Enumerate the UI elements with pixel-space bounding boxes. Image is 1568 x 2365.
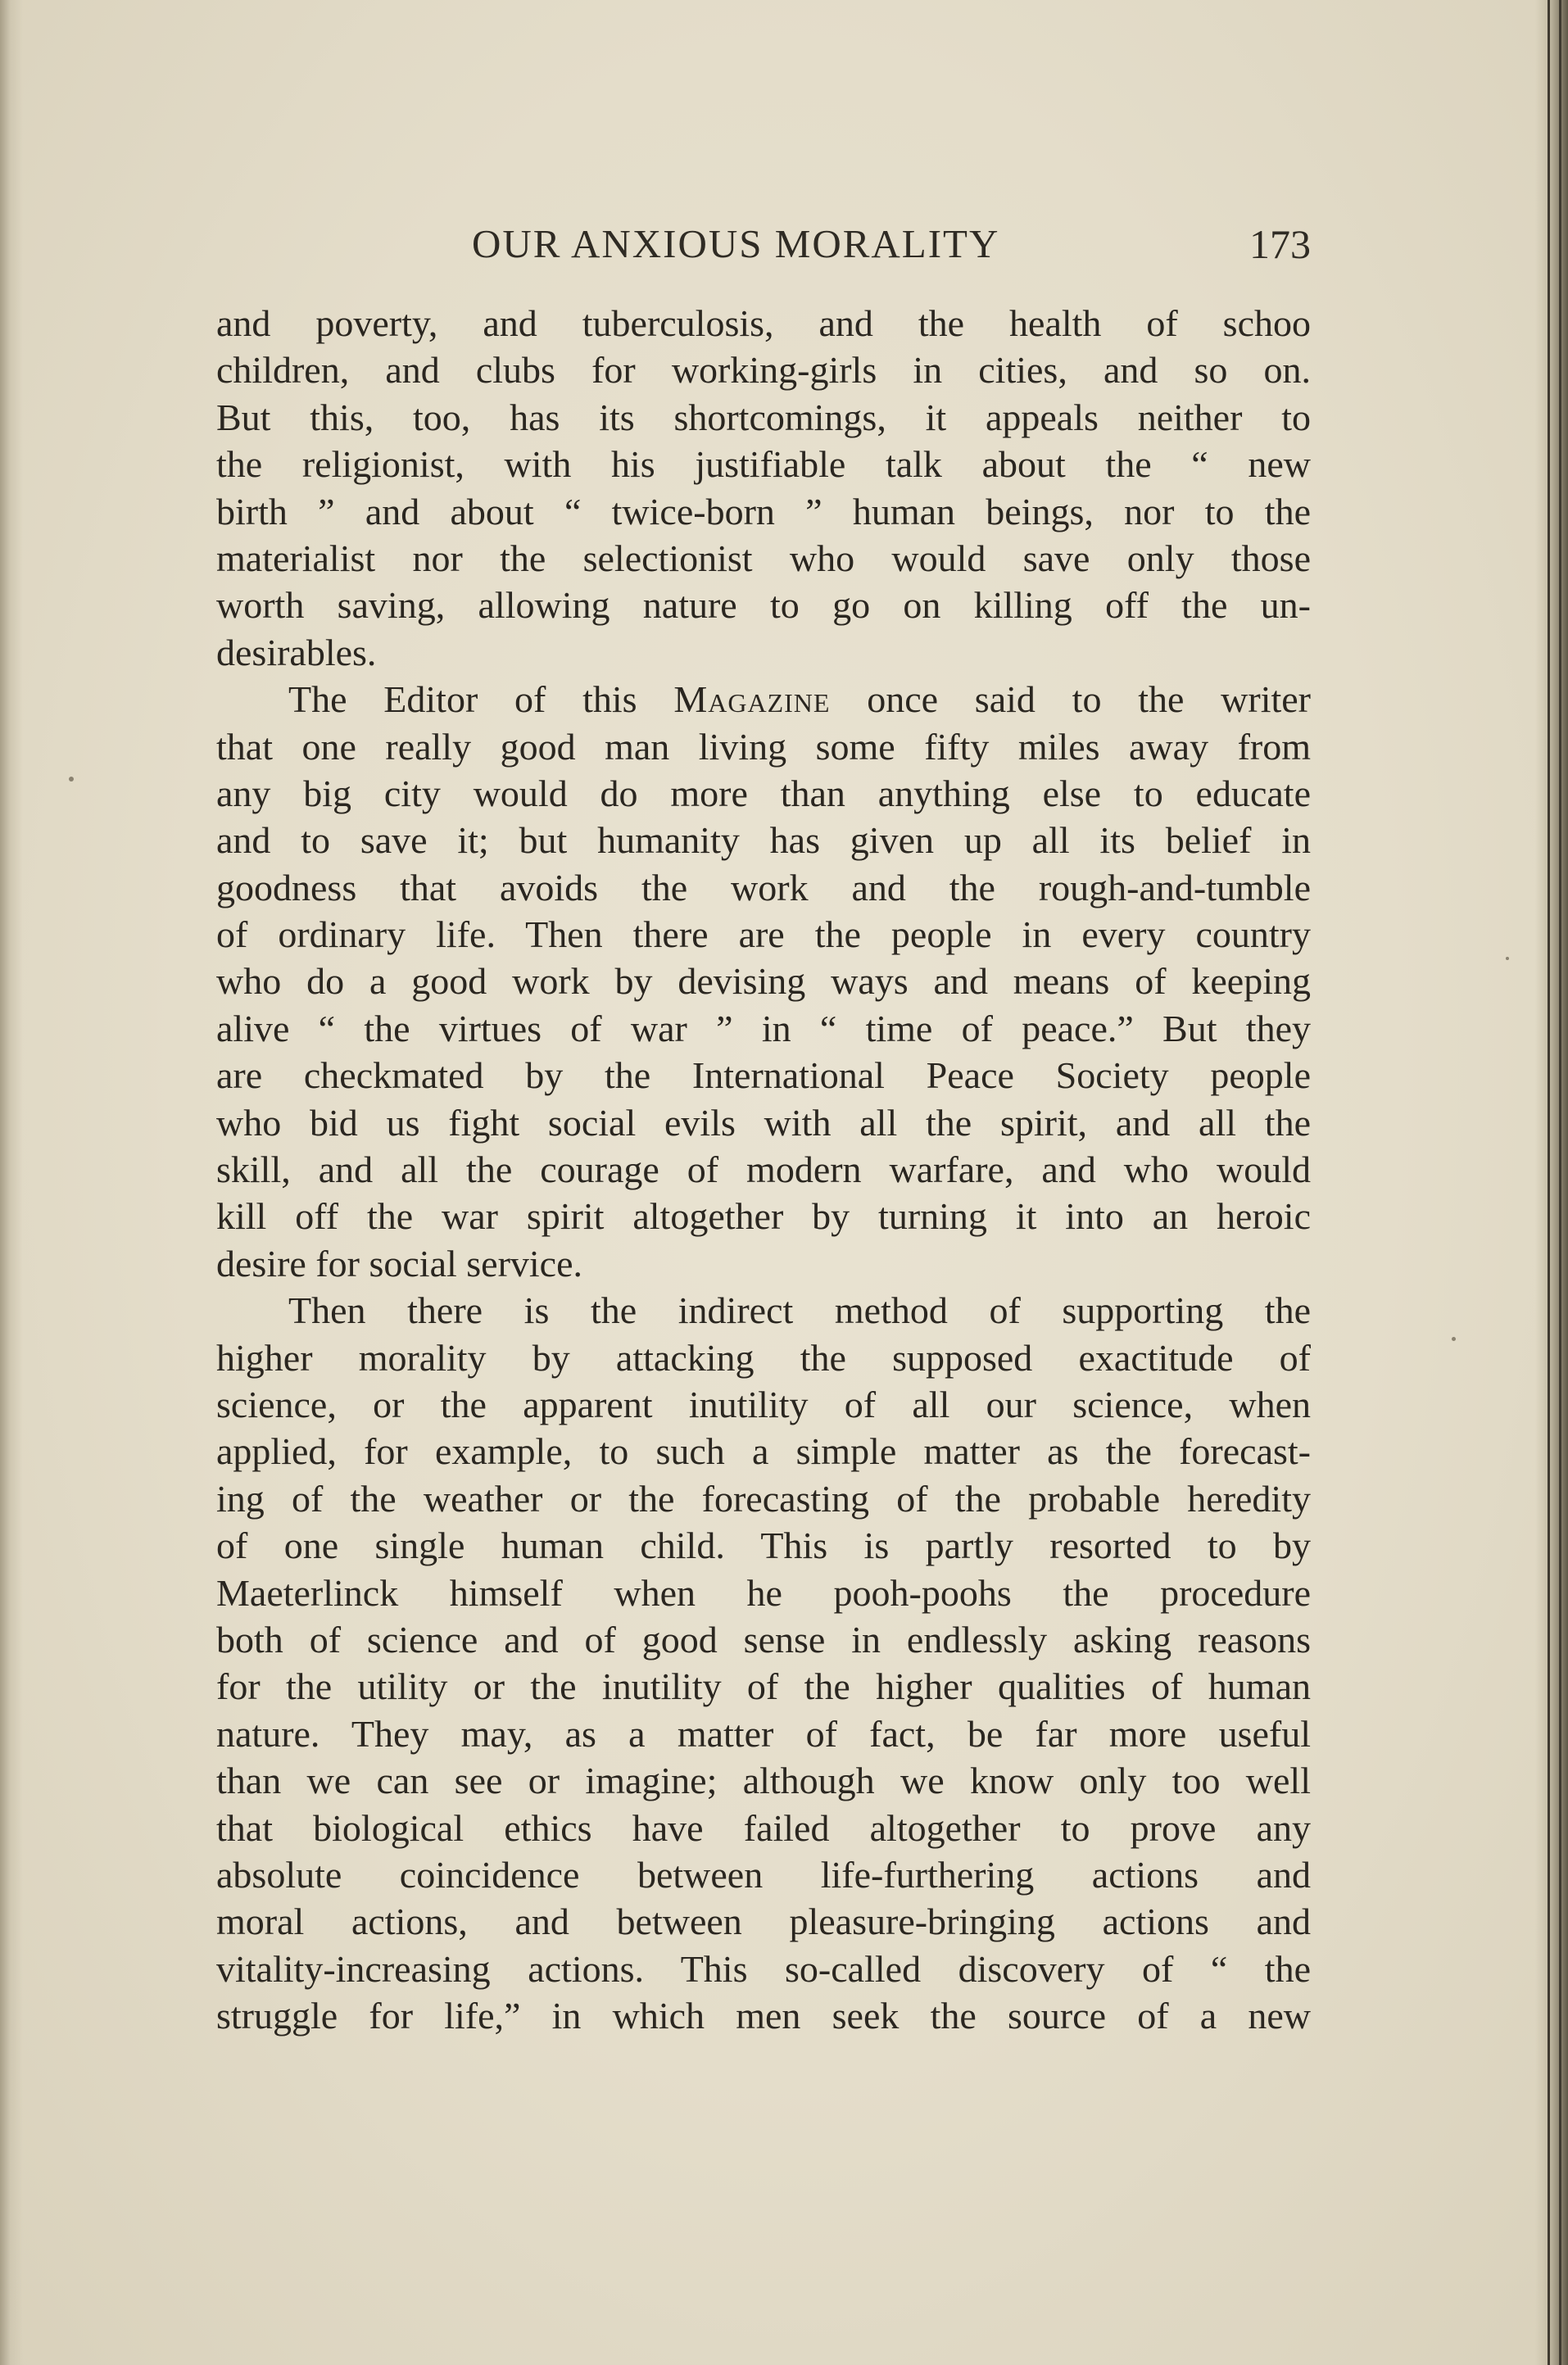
gutter-shadow	[0, 0, 23, 2365]
magazine-name: Magazine	[673, 678, 831, 721]
text-line: absolute coincidence between life-furthering actions and	[216, 1853, 1311, 1896]
text-line: for the utility or the inutility of the higher qualities of human	[216, 1665, 1311, 1708]
text-line: and poverty, and tuberculosis, and the health of schoo	[216, 302, 1311, 344]
body-text	[216, 300, 1311, 2039]
text-line: of ordinary life. Then there are the people in every country	[216, 913, 1311, 956]
text-line	[216, 676, 1311, 723]
text-line: any big city would do more than anything else to educate	[216, 772, 1311, 814]
text-line: of one single human child. This is partly resorted to by	[216, 1525, 1311, 1567]
text-line: moral actions, and between pleasure-bringing actions and	[216, 1901, 1311, 1943]
text-line: alive “ the virtues of war ” in “ time of peace.” But they	[216, 1007, 1311, 1049]
text-line: who bid us fight social evils with all the spirit, and all the	[216, 1101, 1311, 1144]
text-line: vitality-increasing actions. This so-called discovery of “ the	[216, 1947, 1311, 1990]
text-line: goodness that avoids the work and the rough-and-tumble	[216, 866, 1311, 908]
paper-speck	[69, 777, 74, 782]
text-segment: once said to the writer	[867, 678, 1312, 721]
text-line: science, or the apparent inutility of all our science, when	[216, 1383, 1311, 1425]
text-line: that biological ethics have failed altogether to prove any	[216, 1806, 1311, 1849]
text-line: and to save it; but humanity has given up all its belief in	[216, 819, 1311, 862]
text-line: that one really good man living some fifty miles away from	[216, 725, 1311, 768]
text-line: desire for social service.	[216, 1242, 583, 1284]
paper-speck	[1452, 1337, 1456, 1341]
page-edge-line	[1548, 0, 1550, 2365]
running-title: OUR ANXIOUS MORALITY	[472, 221, 1000, 266]
text-line: materialist nor the selectionist who would save only those	[216, 537, 1311, 579]
page-edge	[1535, 0, 1568, 2365]
text-line: kill off the war spirit altogether by turning it into an heroic	[216, 1195, 1311, 1238]
text-line: are checkmated by the International Peace Society people	[216, 1054, 1311, 1097]
text-line: than we can see or imagine; although we know only too well	[216, 1760, 1311, 1802]
text-line: higher morality by attacking the supposed exactitude of	[216, 1336, 1311, 1379]
paper-speck	[1506, 957, 1509, 960]
text-line: skill, and all the courage of modern warfare, and who would	[216, 1149, 1311, 1191]
text-line: nature. They may, as a matter of fact, be far more useful	[216, 1712, 1311, 1755]
text-line: the religionist, with his justifiable talk about the “ new	[216, 443, 1311, 486]
text-line: ing of the weather or the forecasting of the probable heredity	[216, 1477, 1311, 1520]
text-segment: The Editor of this	[288, 678, 637, 721]
text-line: Maeterlinck himself when he pooh-poohs the procedure	[216, 1571, 1311, 1614]
running-header	[205, 220, 1311, 269]
text-line: Then there is the indirect method of supporting the	[288, 1289, 1311, 1332]
text-line: who do a good work by devising ways and means of keeping	[216, 960, 1311, 1003]
page-edge-line	[1559, 0, 1561, 2365]
text-line: applied, for example, to such a simple matter as the forecast-	[216, 1430, 1311, 1473]
text-line: both of science and of good sense in endlessly asking reasons	[216, 1618, 1311, 1660]
text-line: children, and clubs for working-girls in cities, and so on.	[216, 349, 1311, 392]
text-line: But this, too, has its shortcomings, it appeals neither to	[216, 396, 1311, 438]
text-line: struggle for life,” in which men seek the source of a new	[216, 1995, 1311, 2037]
text-line: birth ” and about “ twice-born ” human beings, nor to the	[216, 490, 1311, 532]
text-line: worth saving, allowing nature to go on killing off the un-	[216, 584, 1311, 627]
page-number: 173	[1249, 221, 1311, 267]
text-line: desirables.	[216, 631, 377, 673]
